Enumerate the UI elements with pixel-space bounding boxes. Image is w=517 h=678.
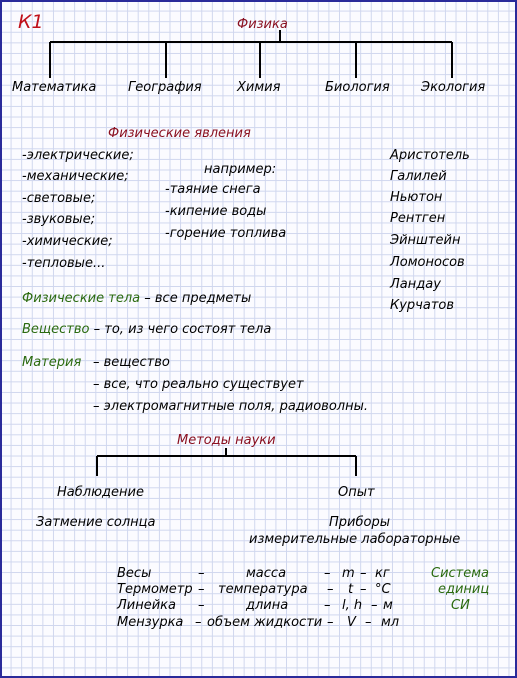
instrument-tool: Мензурка — [117, 615, 184, 630]
instrument-dash: – — [198, 582, 205, 597]
substance-definition — [22, 322, 271, 338]
bodies-desc: – все предметы — [144, 291, 252, 306]
instrument-dash: – — [324, 566, 331, 581]
examples-label: например: — [204, 162, 277, 177]
instrument-quantity: длина — [246, 598, 289, 613]
matter-item: – вещество — [93, 355, 170, 370]
instrument-unit: мл — [381, 615, 400, 630]
physics-title: Физика — [237, 17, 288, 32]
branch-chemistry: Химия — [237, 80, 281, 95]
instrument-dash: – — [327, 615, 334, 630]
method-observation: Наблюдение — [57, 485, 144, 500]
instrument-dash: – — [198, 566, 205, 581]
instrument-symbol: V — [347, 615, 356, 630]
phenomena-title: Физические явления — [108, 126, 251, 141]
instrument-dash: – — [324, 598, 331, 613]
page-label: К1 — [18, 11, 44, 33]
experiment-example: Приборы — [329, 515, 390, 530]
substance-term: Вещество — [22, 322, 90, 337]
branch-ecology: Экология — [421, 80, 486, 95]
phenomenon-type: -электрические; — [22, 148, 134, 163]
matter-item: – все, что реально существует — [93, 377, 304, 392]
methods-title: Методы науки — [177, 433, 276, 448]
si-system-line: Система — [431, 566, 490, 581]
instrument-dash: – — [365, 615, 372, 630]
scientist-name: Ландау — [390, 277, 441, 292]
scientist-name: Эйнштейн — [390, 233, 461, 248]
instrument-unit: °C — [375, 582, 391, 597]
scientist-name: Галилей — [390, 169, 447, 184]
instrument-unit: м — [383, 598, 393, 613]
instrument-quantity: температура — [218, 582, 308, 597]
phenomenon-type: -механические; — [22, 169, 129, 184]
instrument-dash: – — [360, 566, 367, 581]
si-system-line: СИ — [451, 598, 470, 613]
instrument-tool: Термометр — [117, 582, 193, 597]
bodies-term: Физические тела — [22, 291, 141, 306]
substance-desc: – то, из чего состоят тела — [93, 322, 272, 337]
scientist-name: Курчатов — [390, 298, 455, 313]
example-item: -таяние снега — [165, 182, 261, 197]
scientist-name: Ломоносов — [390, 255, 465, 270]
instrument-symbol: m — [342, 566, 355, 581]
branch-mathematics: Математика — [12, 80, 97, 95]
example-item: -горение топлива — [165, 226, 287, 241]
instrument-unit: кг — [375, 566, 390, 581]
instrument-quantity: объем жидкости — [207, 615, 323, 630]
instrument-dash: – — [198, 598, 205, 613]
bodies-definition — [22, 291, 251, 307]
instrument-dash: – — [360, 582, 367, 597]
instrument-dash: – — [327, 582, 334, 597]
instrument-tool: Весы — [117, 566, 152, 581]
instrument-tool: Линейка — [117, 598, 176, 613]
scientist-name: Рентген — [390, 211, 446, 226]
example-item: -кипение воды — [165, 204, 267, 219]
method-experiment: Опыт — [338, 485, 375, 500]
matter-term: Материя — [22, 355, 82, 370]
instrument-dash: – — [195, 615, 202, 630]
matter-item: – электромагнитные поля, радиоволны. — [93, 399, 368, 414]
instrument-symbol: l, h — [342, 598, 363, 613]
si-system-line: единиц — [438, 582, 490, 597]
phenomenon-type: -химические; — [22, 234, 113, 249]
scientist-name: Аристотель — [390, 148, 470, 163]
branch-biology: Биология — [325, 80, 390, 95]
instrument-symbol: t — [348, 582, 354, 597]
phenomenon-type: -звуковые; — [22, 212, 96, 227]
instrument-quantity: масса — [246, 566, 287, 581]
experiment-example-detail: измерительные лабораторные — [249, 532, 461, 547]
phenomenon-type: -тепловые... — [22, 256, 106, 271]
phenomenon-type: -световые; — [22, 191, 96, 206]
instrument-dash: – — [371, 598, 378, 613]
scientist-name: Ньютон — [390, 190, 443, 205]
branch-geography: География — [128, 80, 202, 95]
observation-example: Затмение солнца — [36, 515, 156, 530]
